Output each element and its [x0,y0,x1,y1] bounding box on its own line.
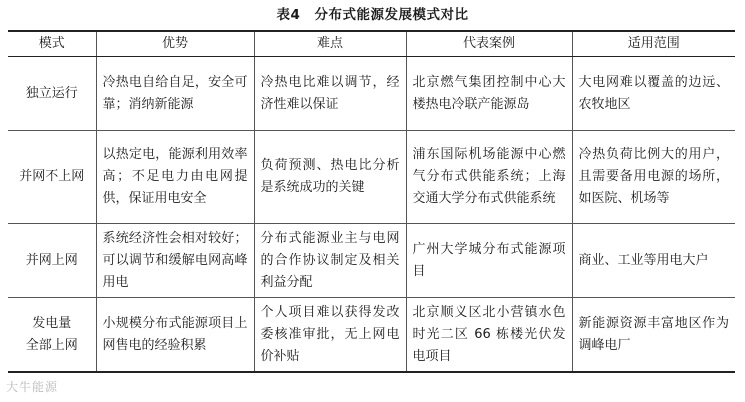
header-row [8,31,735,57]
cell-mode: 发电量 全部上网 [8,298,96,373]
table-row [8,298,735,373]
cell-case: 广州大学城分布式能源项目 [406,224,572,298]
cell-scope: 新能源资源丰富地区作为调峰电厂 [572,298,735,373]
watermark: 大牛能源 [6,380,59,394]
cell-difficulty: 冷热电比难以调节，经济性难以保证 [254,57,406,131]
cell-case: 北京燃气集团控制中心大楼热电冷联产能源岛 [406,57,572,131]
header-advantage: 优势 [96,31,254,57]
table-row [8,57,735,131]
cell-advantage: 冷热电自给自足，安全可靠；消纳新能源 [96,57,254,131]
header-mode: 模式 [8,31,96,57]
cell-mode: 独立运行 [8,57,96,131]
comparison-table [8,30,735,373]
cell-advantage: 以热定电，能源利用效率高；不足电力由电网提供，保证用电安全 [96,131,254,224]
cell-difficulty: 分布式能源业主与电网的合作协议制定及相关利益分配 [254,224,406,298]
cell-difficulty: 负荷预测、热电比分析是系统成功的关键 [254,131,406,224]
cell-case: 浦东国际机场能源中心燃气分布式供能系统；上海交通大学分布式供能系统 [406,131,572,224]
cell-scope: 冷热负荷比例大的用户，且需要备用电源的场所，如医院、机场等 [572,131,735,224]
header-scope: 适用范围 [572,31,735,57]
cell-advantage: 系统经济性会相对较好；可以调节和缓解电网高峰用电 [96,224,254,298]
table-caption: 表4 分布式能源发展模式对比 [276,7,469,23]
cell-advantage: 小规模分布式能源项目上网售电的经验积累 [96,298,254,373]
cell-mode: 并网不上网 [8,131,96,224]
cell-case: 北京顺义区北小营镇水色时光二区 66 栋楼光伏发电项目 [406,298,572,373]
cell-difficulty: 个人项目难以获得发改委核准审批，无上网电价补贴 [254,298,406,373]
cell-scope: 大电网难以覆盖的边远、农牧地区 [572,57,735,131]
table-row [8,131,735,224]
cell-scope: 商业、工业等用电大户 [572,224,735,298]
header-difficulty: 难点 [254,31,406,57]
table-row [8,224,735,298]
header-case: 代表案例 [406,31,572,57]
cell-mode: 并网上网 [8,224,96,298]
